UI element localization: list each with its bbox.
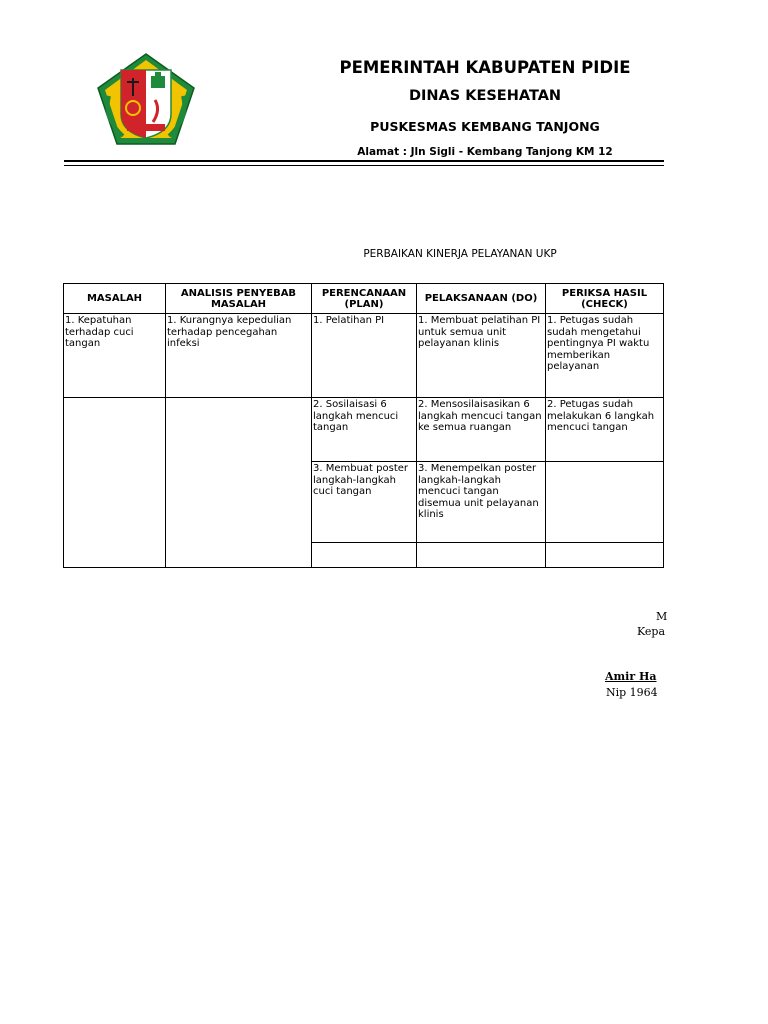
header-rule-thick	[64, 160, 664, 162]
table-cell: 2. Petugas sudah melakukan 6 langkah mencuci tangan	[546, 398, 664, 462]
table-cell	[417, 543, 546, 568]
table-cell: 1. Pelatihan PI	[312, 314, 417, 398]
header-department: DINAS KESEHATAN	[408, 88, 562, 104]
header-puskesmas: PUSKESMAS KEMBANG TANJONG	[370, 119, 600, 134]
table-header-row	[64, 284, 664, 314]
table-cell: 3. Menempelkan poster langkah-langkah mencuci tangan disemua unit pelayanan klinis	[417, 462, 546, 543]
table-cell: 1. Petugas sudah sudah mengetahui pentingnya PI waktu memberikan pelayanan	[546, 314, 664, 398]
pidie-emblem-logo	[95, 52, 197, 146]
table-cell	[546, 462, 664, 543]
col-header-masalah: MASALAH	[64, 284, 166, 314]
signature-place: M	[656, 610, 668, 623]
table-cell: 1. Membuat pelatihan PI untuk semua unit pelayanan klinis	[417, 314, 546, 398]
signature-name: Amir Ha	[605, 670, 657, 683]
table-row	[64, 314, 664, 398]
signature-nip: Nip 1964	[606, 686, 658, 699]
table-cell	[64, 398, 166, 568]
table-cell: 1. Kepatuhan terhadap cuci tangan	[64, 314, 166, 398]
header-address: Alamat : Jln Sigli - Kembang Tanjong KM 12	[357, 146, 613, 158]
col-header-analisis: ANALISIS PENYEBAB MASALAH	[166, 284, 312, 314]
document-title: PERBAIKAN KINERJA PELAYANAN UKP	[363, 248, 557, 260]
table-cell: 2. Mensosilaisasikan 6 langkah mencuci tangan ke semua ruangan	[417, 398, 546, 462]
table-cell	[166, 398, 312, 568]
signature-role: Kepa	[637, 625, 666, 638]
header-rule-thin	[64, 165, 664, 166]
pdca-table	[63, 283, 664, 568]
col-header-periksa: PERIKSA HASIL (CHECK)	[546, 284, 664, 314]
table-cell	[312, 543, 417, 568]
table-cell: 1. Kurangnya kepedulian terhadap pencegahan infeksi	[166, 314, 312, 398]
header-government: PEMERINTAH KABUPATEN PIDIE	[339, 58, 631, 77]
col-header-perencanaan: PERENCANAAN (PLAN)	[312, 284, 417, 314]
table-row	[64, 398, 664, 462]
table-cell	[546, 543, 664, 568]
col-header-pelaksanaan: PELAKSANAAN (DO)	[417, 284, 546, 314]
table-cell: 2. Sosilaisasi 6 langkah mencuci tangan	[312, 398, 417, 462]
table-cell: 3. Membuat poster langkah-langkah cuci tangan	[312, 462, 417, 543]
